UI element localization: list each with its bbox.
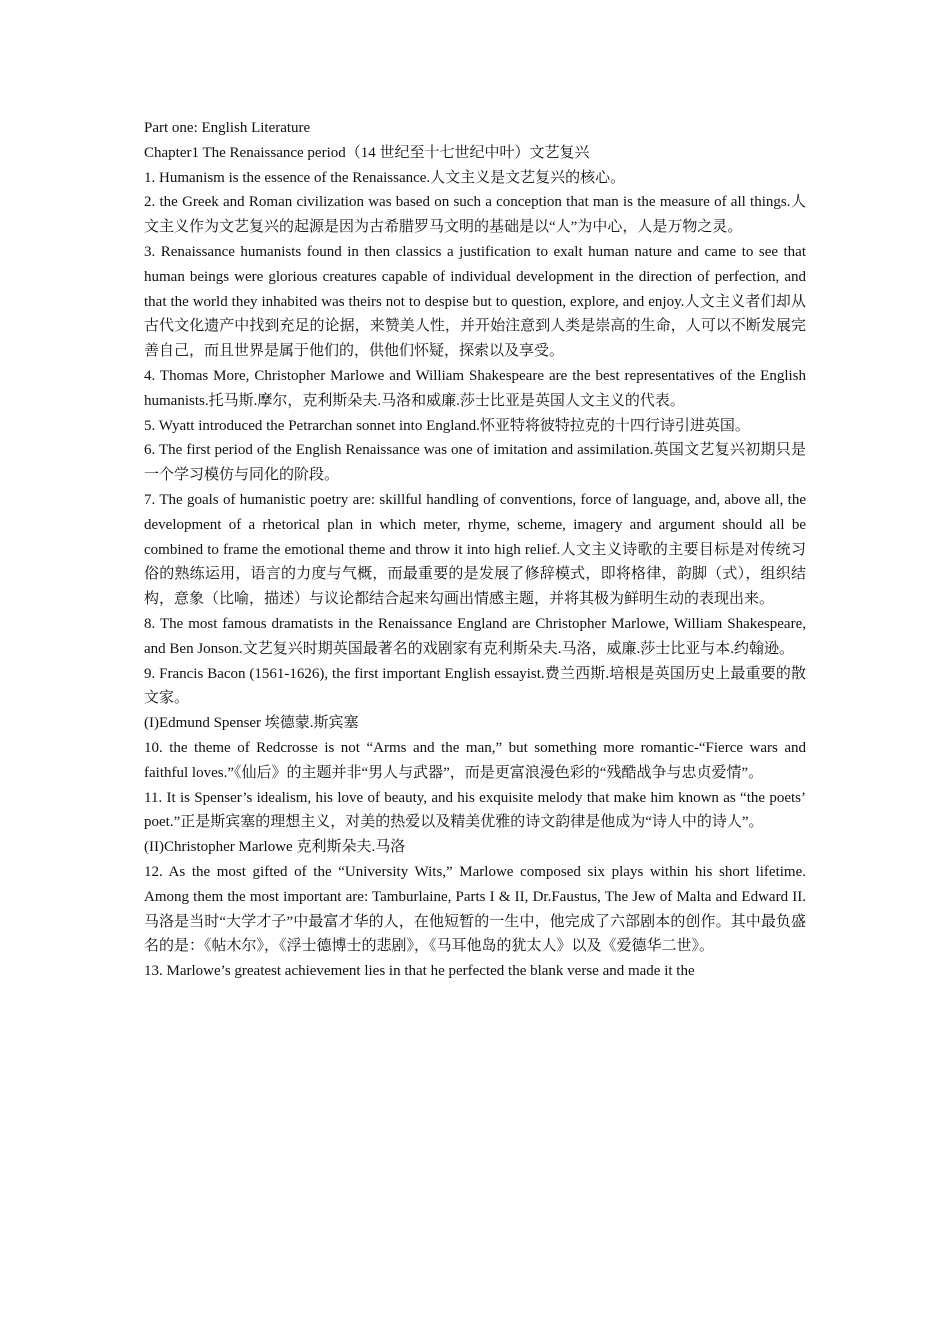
- paragraph-7: 7. The goals of humanistic poetry are: skillful handling of conventions, force of language, and, above all, the development of a rhetorical plan in which meter, rhyme, scheme, imagery and argument should all be combined to frame the emotional theme and throw it into high relief.人文主义诗歌的主要目标是对传统习俗的熟练运用，语言的力度与气概，而最重要的是发展了修辞模式，即将格律，韵脚（式），组织结构，意象（比喻，描述）与议论都结合起来勾画出情感主题，并将其极为鲜明生动的表现出来。: [144, 491, 806, 608]
- paragraph-9: 9. Francis Bacon (1561-1626), the first important English essayist.费兰西斯.培根是英国历史上最重要的散文家。: [144, 665, 806, 707]
- document-page: [144, 116, 806, 984]
- paragraph-5: 5. Wyatt introduced the Petrarchan sonnet into England.怀亚特将彼特拉克的十四行诗引进英国。: [144, 417, 750, 434]
- paragraph-13: 13. Marlowe’s greatest achievement lies in that he perfected the blank verse and made it the: [144, 963, 695, 980]
- paragraph-2: 2. the Greek and Roman civilization was based on such a conception that man is the measure of all things.人文主义作为文艺复兴的起源是因为古希腊罗马文明的基础是以“人”为中心，人是万物之灵。: [144, 194, 806, 236]
- paragraph-4: 4. Thomas More, Christopher Marlowe and William Shakespeare are the best representatives of the English humanists.托马斯.摩尔，克利斯朵夫.马洛和威廉.莎士比亚是英国人文主义的代表。: [144, 367, 806, 409]
- section-heading-marlowe: (II)Christopher Marlowe 克利斯朵夫.马洛: [144, 839, 406, 856]
- paragraph-11: 11. It is Spenser’s idealism, his love of beauty, and his exquisite melody that make him known as “the poets’ poet.”正是斯宾塞的理想主义，对美的热爱以及精美优雅的诗文韵律是他成为“诗人中的诗人”。: [144, 789, 806, 831]
- paragraph-12: 12. As the most gifted of the “University Wits,” Marlowe composed six plays within his short lifetime. Among them the most important are: Tamburlaine, Parts I & II, Dr.Faustus, The Jew of Malta and Edward II.马洛是当时“大学才子”中最富才华的人，在他短暂的一生中，他完成了六部剧本的创作。其中最负盛名的是：《帖木尔》，《浮士德博士的悲剧》，《马耳他岛的犹太人》以及《爱德华二世》。: [144, 863, 806, 955]
- paragraph-3: 3. Renaissance humanists found in then classics a justification to exalt human nature and came to see that human beings were glorious creatures capable of individual development in the direction of perfection, and that the world they inhabited was theirs not to despise but to question, explore, and enjoy.人文主义者们却从古代文化遗产中找到充足的论据，来赞美人性，并开始注意到人类是崇高的生命，人可以不断发展完善自己，而且世界是属于他们的，供他们怀疑，探索以及享受。: [144, 243, 806, 360]
- paragraph-1: 1. Humanism is the essence of the Renaissance.人文主义是文艺复兴的核心。: [144, 169, 626, 186]
- paragraph-10: 10. the theme of Redcrosse is not “Arms and the man,” but something more romantic-“Fierce wars and faithful loves.”《仙后》的主题并非“男人与武器”，而是更富浪漫色彩的“残酷战争与忠贞爱情”。: [144, 739, 806, 781]
- paragraph-6: 6. The first period of the English Renaissance was one of imitation and assimilation.英国文艺复兴初期只是一个学习模仿与同化的阶段。: [144, 442, 806, 484]
- section-heading-spenser: (I)Edmund Spenser 埃德蒙.斯宾塞: [144, 715, 359, 732]
- part-title: Part one: English Literature: [144, 120, 311, 136]
- paragraph-8: 8. The most famous dramatists in the Renaissance England are Christopher Marlowe, William Shakespeare, and Ben Jonson.文艺复兴时期英国最著名的戏剧家有克利斯朵夫.马洛，威廉.莎士比亚与本.约翰逊。: [144, 615, 806, 657]
- chapter-title: Chapter1 The Renaissance period（14 世纪至十七世纪中叶）文艺复兴: [144, 144, 590, 161]
